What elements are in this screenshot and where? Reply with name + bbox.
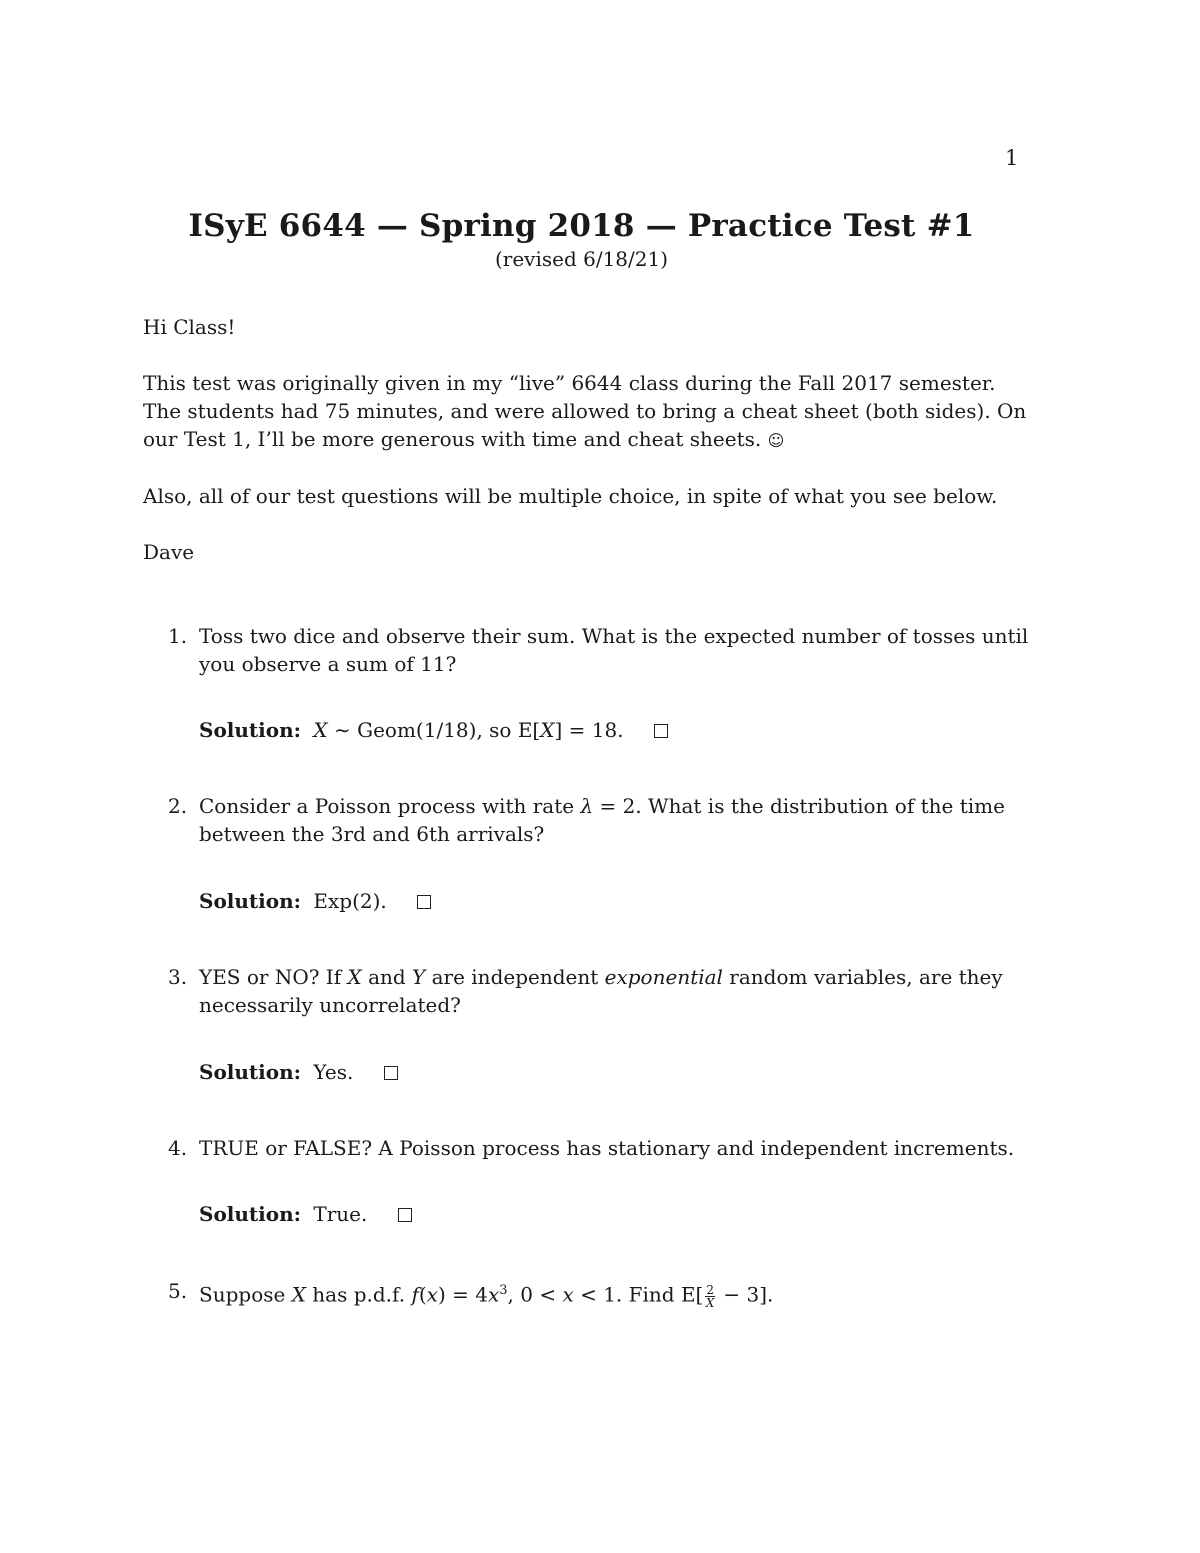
- qed-icon: [398, 1208, 412, 1222]
- math-variable: X: [540, 718, 555, 742]
- math-variable: λ: [580, 794, 594, 818]
- smiley-icon: ☺: [767, 431, 785, 450]
- question-text-part: are independent: [425, 965, 605, 989]
- multiple-choice-note: Also, all of our test questions will be multiple choice, in spite of what you see below.: [143, 484, 998, 508]
- question-text-part: and: [361, 965, 413, 989]
- question-text: [199, 1277, 1029, 1309]
- page-subtitle: (revised 6/18/21): [494, 247, 669, 271]
- fraction-numerator: 2: [706, 1282, 714, 1297]
- question-text-part: − 3].: [717, 1282, 774, 1307]
- question-text-part: < 1. Find E[: [573, 1282, 704, 1307]
- solution-text: Exp(2).: [313, 889, 387, 913]
- intro-paragraph: [143, 369, 1028, 455]
- math-variable: X: [347, 965, 362, 989]
- qed-icon: [654, 724, 668, 738]
- solution: [199, 1058, 398, 1086]
- page-title: ISyE 6644 — Spring 2018 — Practice Test #1: [188, 208, 975, 244]
- question-text-part: Consider a Poisson process with rate: [199, 794, 581, 818]
- solution: [199, 887, 431, 915]
- question-text-part: (: [418, 1282, 427, 1307]
- solution: [199, 716, 668, 744]
- question-text: Toss two dice and observe their sum. What is the expected number of tosses until you observe a sum of 11?: [199, 624, 1029, 676]
- math-variable: x: [562, 1282, 574, 1307]
- math-variable: X: [313, 718, 328, 742]
- qed-icon: [384, 1066, 398, 1080]
- solution-text: ] = 18.: [554, 718, 624, 742]
- fraction: [705, 1284, 715, 1309]
- question-text: [199, 963, 1029, 1019]
- signature: Dave: [143, 540, 195, 564]
- solution-text: True.: [313, 1202, 368, 1226]
- question-text-part: ) = 4: [437, 1282, 488, 1307]
- question-number: 5.: [168, 1279, 188, 1303]
- math-variable: f: [411, 1282, 419, 1307]
- math-variable: Y: [412, 965, 426, 989]
- question-number: 1.: [168, 624, 188, 648]
- question-text-part: YES or NO? If: [199, 965, 348, 989]
- question-number: 4.: [168, 1136, 188, 1160]
- solution-text: ∼ Geom(1/18), so E[: [327, 718, 541, 742]
- exponent: 3: [499, 1283, 508, 1298]
- qed-icon: [417, 895, 431, 909]
- question-text-part: Suppose: [199, 1282, 292, 1307]
- page-number: 1: [1005, 146, 1019, 170]
- question-number: 3.: [168, 965, 188, 989]
- greeting: Hi Class!: [143, 315, 236, 339]
- question-text: TRUE or FALSE? A Poisson process has stationary and independent increments.: [199, 1136, 1015, 1160]
- math-variable: X: [291, 1282, 306, 1307]
- solution-label: Solution:: [199, 1202, 302, 1226]
- solution-text: Yes.: [313, 1060, 354, 1084]
- fraction-denominator: X: [705, 1295, 715, 1310]
- math-variable: x: [426, 1282, 438, 1307]
- question-text-part: , 0 <: [507, 1282, 563, 1307]
- solution-label: Solution:: [199, 889, 302, 913]
- question-text-part: has p.d.f.: [305, 1282, 412, 1307]
- solution-label: Solution:: [199, 1060, 302, 1084]
- solution: [199, 1200, 412, 1228]
- intro-paragraph-text: This test was originally given in my “live” 6644 class during the Fall 2017 semester. The students had 75 minutes, and were allowed to bring a cheat sheet (both sides). On our Test 1, I’ll be more generous with time and cheat sheets.: [143, 371, 1027, 451]
- question-number: 2.: [168, 794, 188, 818]
- math-variable: x: [487, 1282, 500, 1307]
- question-text: [199, 792, 1029, 848]
- question-text-part: random variables, are they necessarily uncorrelated?: [199, 965, 1003, 1017]
- emphasis-text: exponential: [604, 965, 723, 989]
- question-text-part: = 2. What is the distribution of the time between the 3rd and 6th arrivals?: [199, 794, 1005, 846]
- solution-label: Solution:: [199, 718, 302, 742]
